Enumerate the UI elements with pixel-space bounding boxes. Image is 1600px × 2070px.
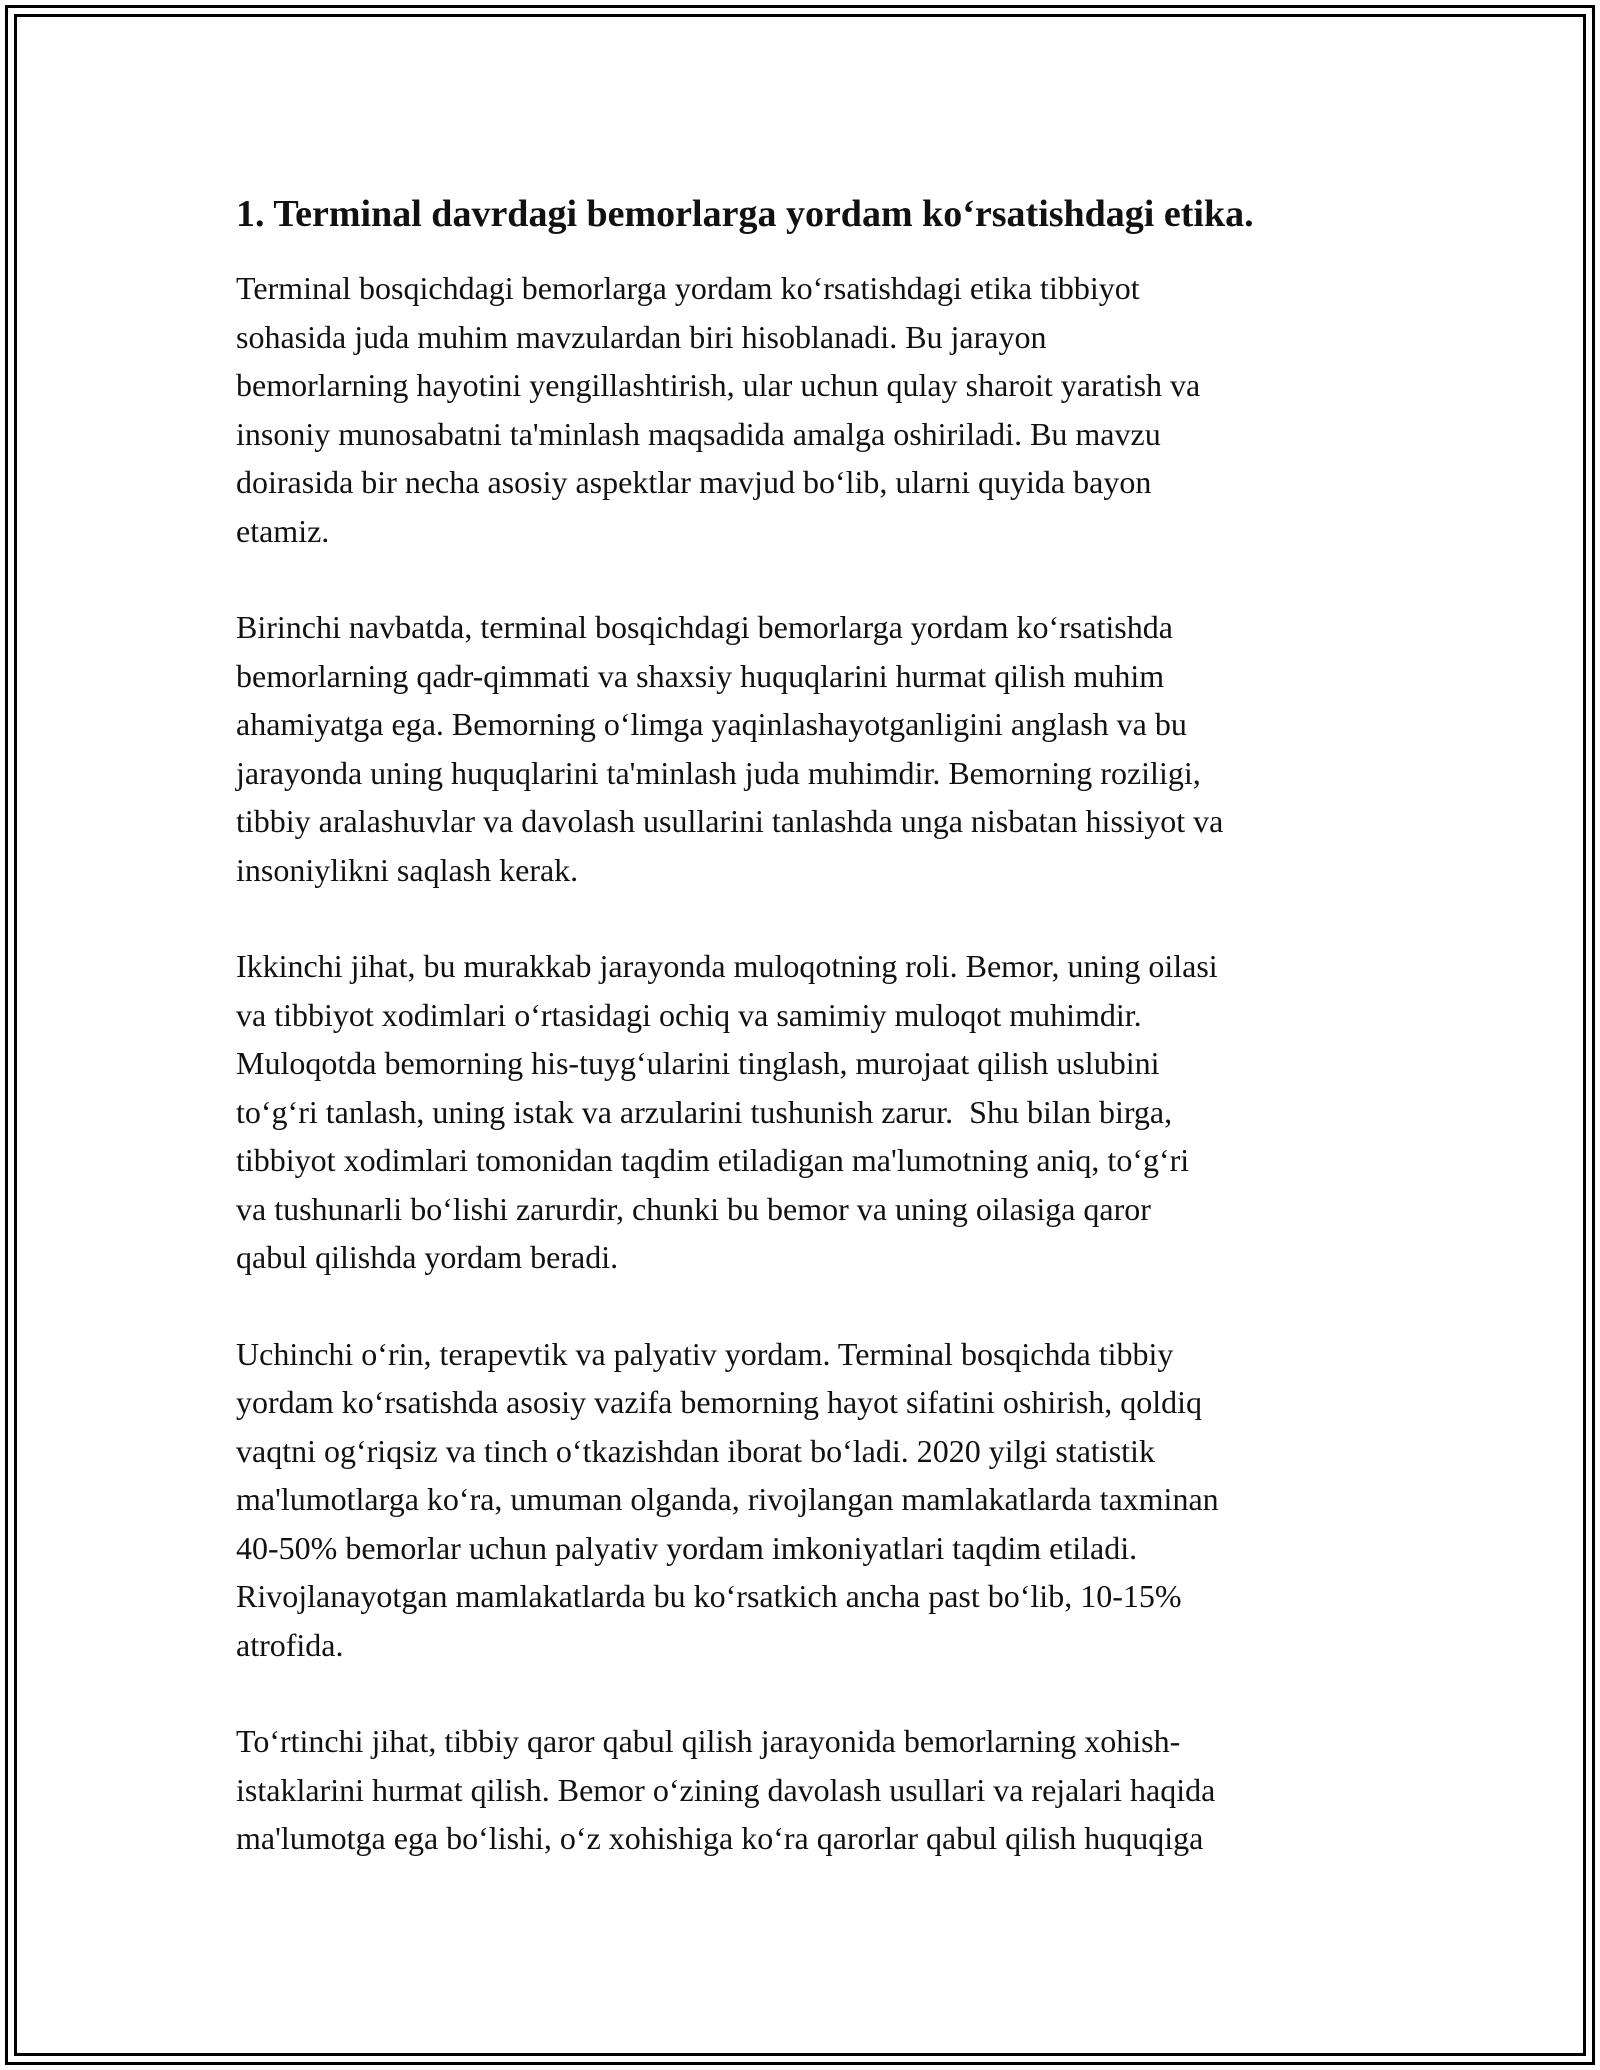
paragraph-line: ma'lumotlarga ko‘ra, umuman olganda, rivojlangan mamlakatlarda taxminan (236, 1481, 1219, 1517)
paragraph-line: doirasida bir necha asosiy aspektlar mavjud bo‘lib, ularni quyida bayon (236, 464, 1152, 500)
paragraph-line: Uchinchi o‘rin, terapevtik va palyativ yordam. Terminal bosqichda tibbiy (236, 1335, 1174, 1372)
paragraph-line: qabul qilishda yordam beradi. (236, 1239, 619, 1275)
paragraph-line: ma'lumotga ega bo‘lishi, o‘z xohishiga ko‘ra qarorlar qabul qilish huquqiga (236, 1820, 1204, 1856)
paragraph-line: insoniylikni saqlash kerak. (236, 851, 579, 888)
paragraph (236, 1717, 1376, 1863)
paragraph-line: tibbiy aralashuvlar va davolash usullarini tanlashda unga nisbatan hissiyot va (236, 803, 1224, 839)
paragraph-line: va tibbiyot xodimlari o‘rtasidagi ochiq va samimiy muloqot muhimdir. (236, 996, 1142, 1033)
paragraph-line: 40-50% bemorlar uchun palyativ yordam imkoniyatlari taqdim etiladi. (236, 1529, 1138, 1566)
paragraph-line: bemorlarning hayotini yengillashtirish, ular uchun qulay sharoit yaratish va (236, 367, 1201, 403)
paragraph (236, 1330, 1376, 1670)
paragraph-line: etamiz. (236, 512, 330, 549)
paragraph-line: atrofida. (236, 1626, 344, 1663)
paragraph-list (236, 264, 1376, 1863)
paragraph-line: Ikkinchi jihat, bu murakkab jarayonda muloqotning roli. Bemor, uning oilasi (236, 948, 1218, 984)
paragraph-line: tibbiyot xodimlari tomonidan taqdim etiladigan ma'lumotning aniq, to‘g‘ri (236, 1142, 1190, 1178)
paragraph (236, 264, 1376, 555)
paragraph-line: Muloqotda bemorning his-tuyg‘ularini tinglash, murojaat qilish uslubini (236, 1045, 1160, 1081)
paragraph-line: jarayonda uning huquqlarini ta'minlash juda muhimdir. Bemorning roziligi, (236, 754, 1201, 791)
section-heading: 1. Terminal davrdagi bemorlarga yordam ko‘rsatishdagi etika. (236, 193, 1254, 235)
paragraph (236, 603, 1376, 894)
paragraph-line: istaklarini hurmat qilish. Bemor o‘zining davolash usullari va rejalari haqida (236, 1771, 1216, 1808)
paragraph-line: yordam ko‘rsatishda asosiy vazifa bemorning hayot sifatini oshirish, qoldiq (236, 1384, 1203, 1420)
paragraph-line: to‘g‘ri tanlash, uning istak va arzularini tushunish zarur. Shu bilan birga, (236, 1093, 1173, 1130)
paragraph-line: Rivojlanayotgan mamlakatlarda bu ko‘rsatkich ancha past bo‘lib, 10-15% (236, 1578, 1182, 1614)
paragraph (236, 942, 1376, 1282)
paragraph-line: ahamiyatga ega. Bemorning o‘limga yaqinlashayotganligini anglash va bu (236, 706, 1187, 742)
paragraph-line: vaqtni og‘riqsiz va tinch o‘tkazishdan iborat bo‘ladi. 2020 yilgi statistik (236, 1432, 1155, 1469)
paragraph-line: bemorlarning qadr-qimmati va shaxsiy huquqlarini hurmat qilish muhim (236, 657, 1165, 694)
document-body (236, 186, 1376, 1863)
paragraph-line: insoniy munosabatni ta'minlash maqsadida amalga oshiriladi. Bu mavzu (236, 415, 1161, 452)
paragraph-line: Terminal bosqichdagi bemorlarga yordam ko‘rsatishdagi etika tibbiyot (236, 270, 1140, 306)
paragraph-line: Birinchi navbatda, terminal bosqichdagi bemorlarga yordam ko‘rsatishda (236, 609, 1173, 645)
paragraph-line: va tushunarli bo‘lishi zarurdir, chunki bu bemor va uning oilasiga qaror (236, 1190, 1151, 1227)
paragraph-line: sohasida juda muhim mavzulardan biri hisoblanadi. Bu jarayon (236, 318, 1047, 355)
paragraph-line: To‘rtinchi jihat, tibbiy qaror qabul qilish jarayonida bemorlarning xohish- (236, 1723, 1181, 1759)
